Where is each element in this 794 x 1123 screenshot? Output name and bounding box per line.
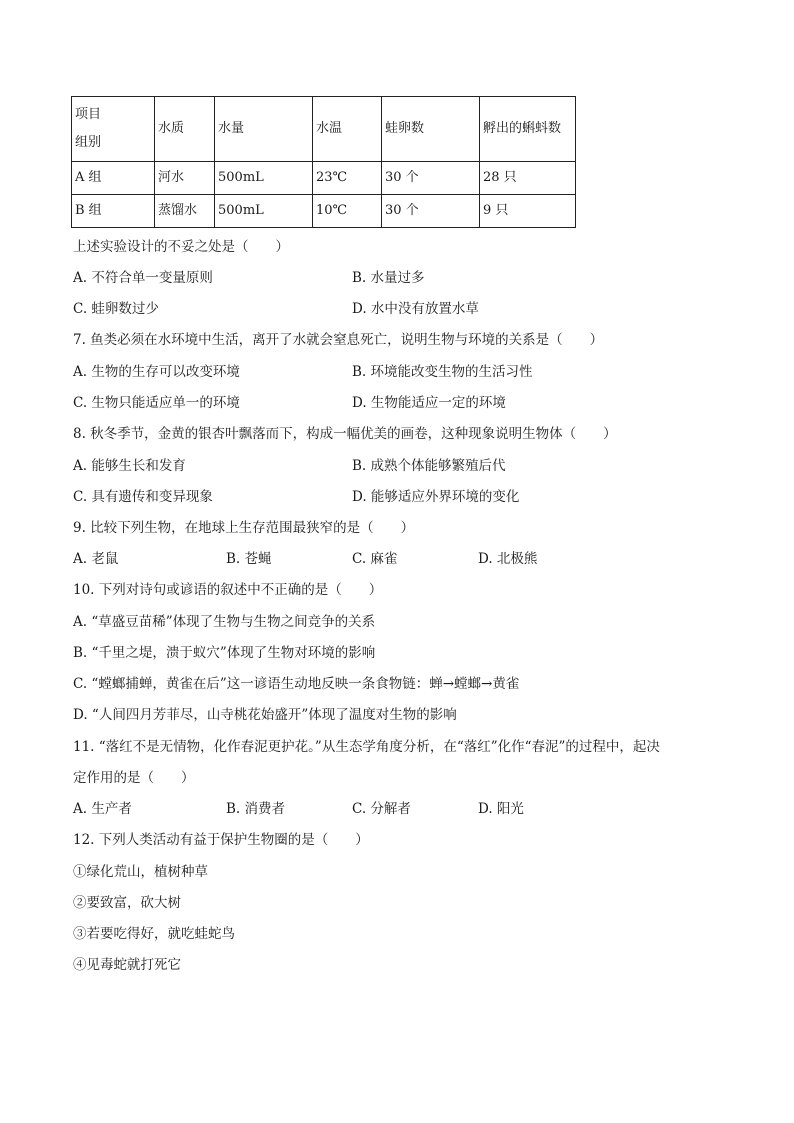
q9-option-c: C. 麻雀 xyxy=(352,551,398,567)
q12-item: ①绿化荒山，植树种草 xyxy=(73,864,208,880)
cell-eggs: 30 个 xyxy=(382,162,480,195)
q12-item: ②要致富，砍大树 xyxy=(73,895,181,911)
header-eggs: 蛙卵数 xyxy=(382,97,480,162)
q6-option-c: C. 蛙卵数过少 xyxy=(73,301,159,317)
q7-option-a: A. 生物的生存可以改变环境 xyxy=(73,364,240,380)
cell-tadpoles: 9 只 xyxy=(480,195,576,228)
cell-tadpoles: 28 只 xyxy=(480,162,576,195)
experiment-table xyxy=(71,96,576,228)
header-water-temp: 水温 xyxy=(313,97,382,162)
q6-option-b: B. 水量过多 xyxy=(352,270,425,286)
q9-option-a: A. 老鼠 xyxy=(73,551,119,567)
table-header-row xyxy=(72,97,576,162)
header-item-group xyxy=(72,97,155,162)
header-item-label: 项目 xyxy=(75,107,102,122)
q6-option-a: A. 不符合单一变量原则 xyxy=(73,270,213,286)
q10-option-c: C. “螳螂捕蝉，黄雀在后”这一谚语生动地反映一条食物链：蝉→螳螂→黄雀 xyxy=(73,676,520,692)
q12-item: ③若要吃得好，就吃蛙蛇鸟 xyxy=(73,926,235,942)
q9-option-b: B. 苍蝇 xyxy=(226,551,272,567)
q6-stem: 上述实验设计的不妥之处是（ ） xyxy=(73,239,289,255)
header-water-amount: 水量 xyxy=(215,97,313,162)
table-row xyxy=(72,162,576,195)
q7-option-b: B. 环境能改变生物的生活习性 xyxy=(352,364,533,380)
cell-group: B 组 xyxy=(72,195,155,228)
q12-item: ④见毒蛇就打死它 xyxy=(73,957,181,973)
header-water-quality: 水质 xyxy=(155,97,215,162)
cell-group: A 组 xyxy=(72,162,155,195)
q11-stem-line2: 定作用的是（ ） xyxy=(73,770,195,786)
table-row xyxy=(72,195,576,228)
q6-option-d: D. 水中没有放置水草 xyxy=(352,301,479,317)
cell-temp: 23℃ xyxy=(313,162,382,195)
q8-stem: 8. 秋冬季节，金黄的银杏叶飘落而下，构成一幅优美的画卷，这种现象说明生物体（ ） xyxy=(73,426,617,442)
cell-amount: 500mL xyxy=(215,162,313,195)
q7-stem: 7. 鱼类必须在水环境中生活，离开了水就会窒息死亡，说明生物与环境的关系是（ ） xyxy=(73,332,604,348)
q8-option-c: C. 具有遗传和变异现象 xyxy=(73,489,213,505)
cell-eggs: 30 个 xyxy=(382,195,480,228)
q7-option-d: D. 生物能适应一定的环境 xyxy=(352,395,506,411)
q11-option-a: A. 生产者 xyxy=(73,801,132,817)
q7-option-c: C. 生物只能适应单一的环境 xyxy=(73,395,240,411)
q11-stem-line1: 11. “落红不是无情物，化作春泥更护花。”从生态学角度分析，在“落红”化作“春泥”的过程中，起决 xyxy=(73,739,660,755)
q11-option-d: D. 阳光 xyxy=(478,801,524,817)
header-tadpoles: 孵出的蝌蚪数 xyxy=(480,97,576,162)
q8-option-b: B. 成熟个体能够繁殖后代 xyxy=(352,458,506,474)
q11-option-c: C. 分解者 xyxy=(352,801,411,817)
header-group-label: 组别 xyxy=(75,135,102,150)
q10-option-b: B. “千里之堤，溃于蚁穴”体现了生物对环境的影响 xyxy=(73,645,376,661)
cell-quality: 蒸馏水 xyxy=(155,195,215,228)
q9-stem: 9. 比较下列生物，在地球上生存范围最狭窄的是（ ） xyxy=(73,520,415,536)
q10-option-d: D. “人间四月芳菲尽，山寺桃花始盛开”体现了温度对生物的影响 xyxy=(73,707,457,723)
q8-option-a: A. 能够生长和发育 xyxy=(73,458,186,474)
q8-option-d: D. 能够适应外界环境的变化 xyxy=(352,489,520,505)
cell-temp: 10℃ xyxy=(313,195,382,228)
cell-quality: 河水 xyxy=(155,162,215,195)
q12-stem: 12. 下列人类活动有益于保护生物圈的是（ ） xyxy=(73,832,369,848)
q10-option-a: A. “草盛豆苗稀”体现了生物与生物之间竞争的关系 xyxy=(73,614,376,630)
q11-option-b: B. 消费者 xyxy=(226,801,286,817)
q10-stem: 10. 下列对诗句或谚语的叙述中不正确的是（ ） xyxy=(73,582,383,598)
cell-amount: 500mL xyxy=(215,195,313,228)
q9-option-d: D. 北极熊 xyxy=(478,551,538,567)
